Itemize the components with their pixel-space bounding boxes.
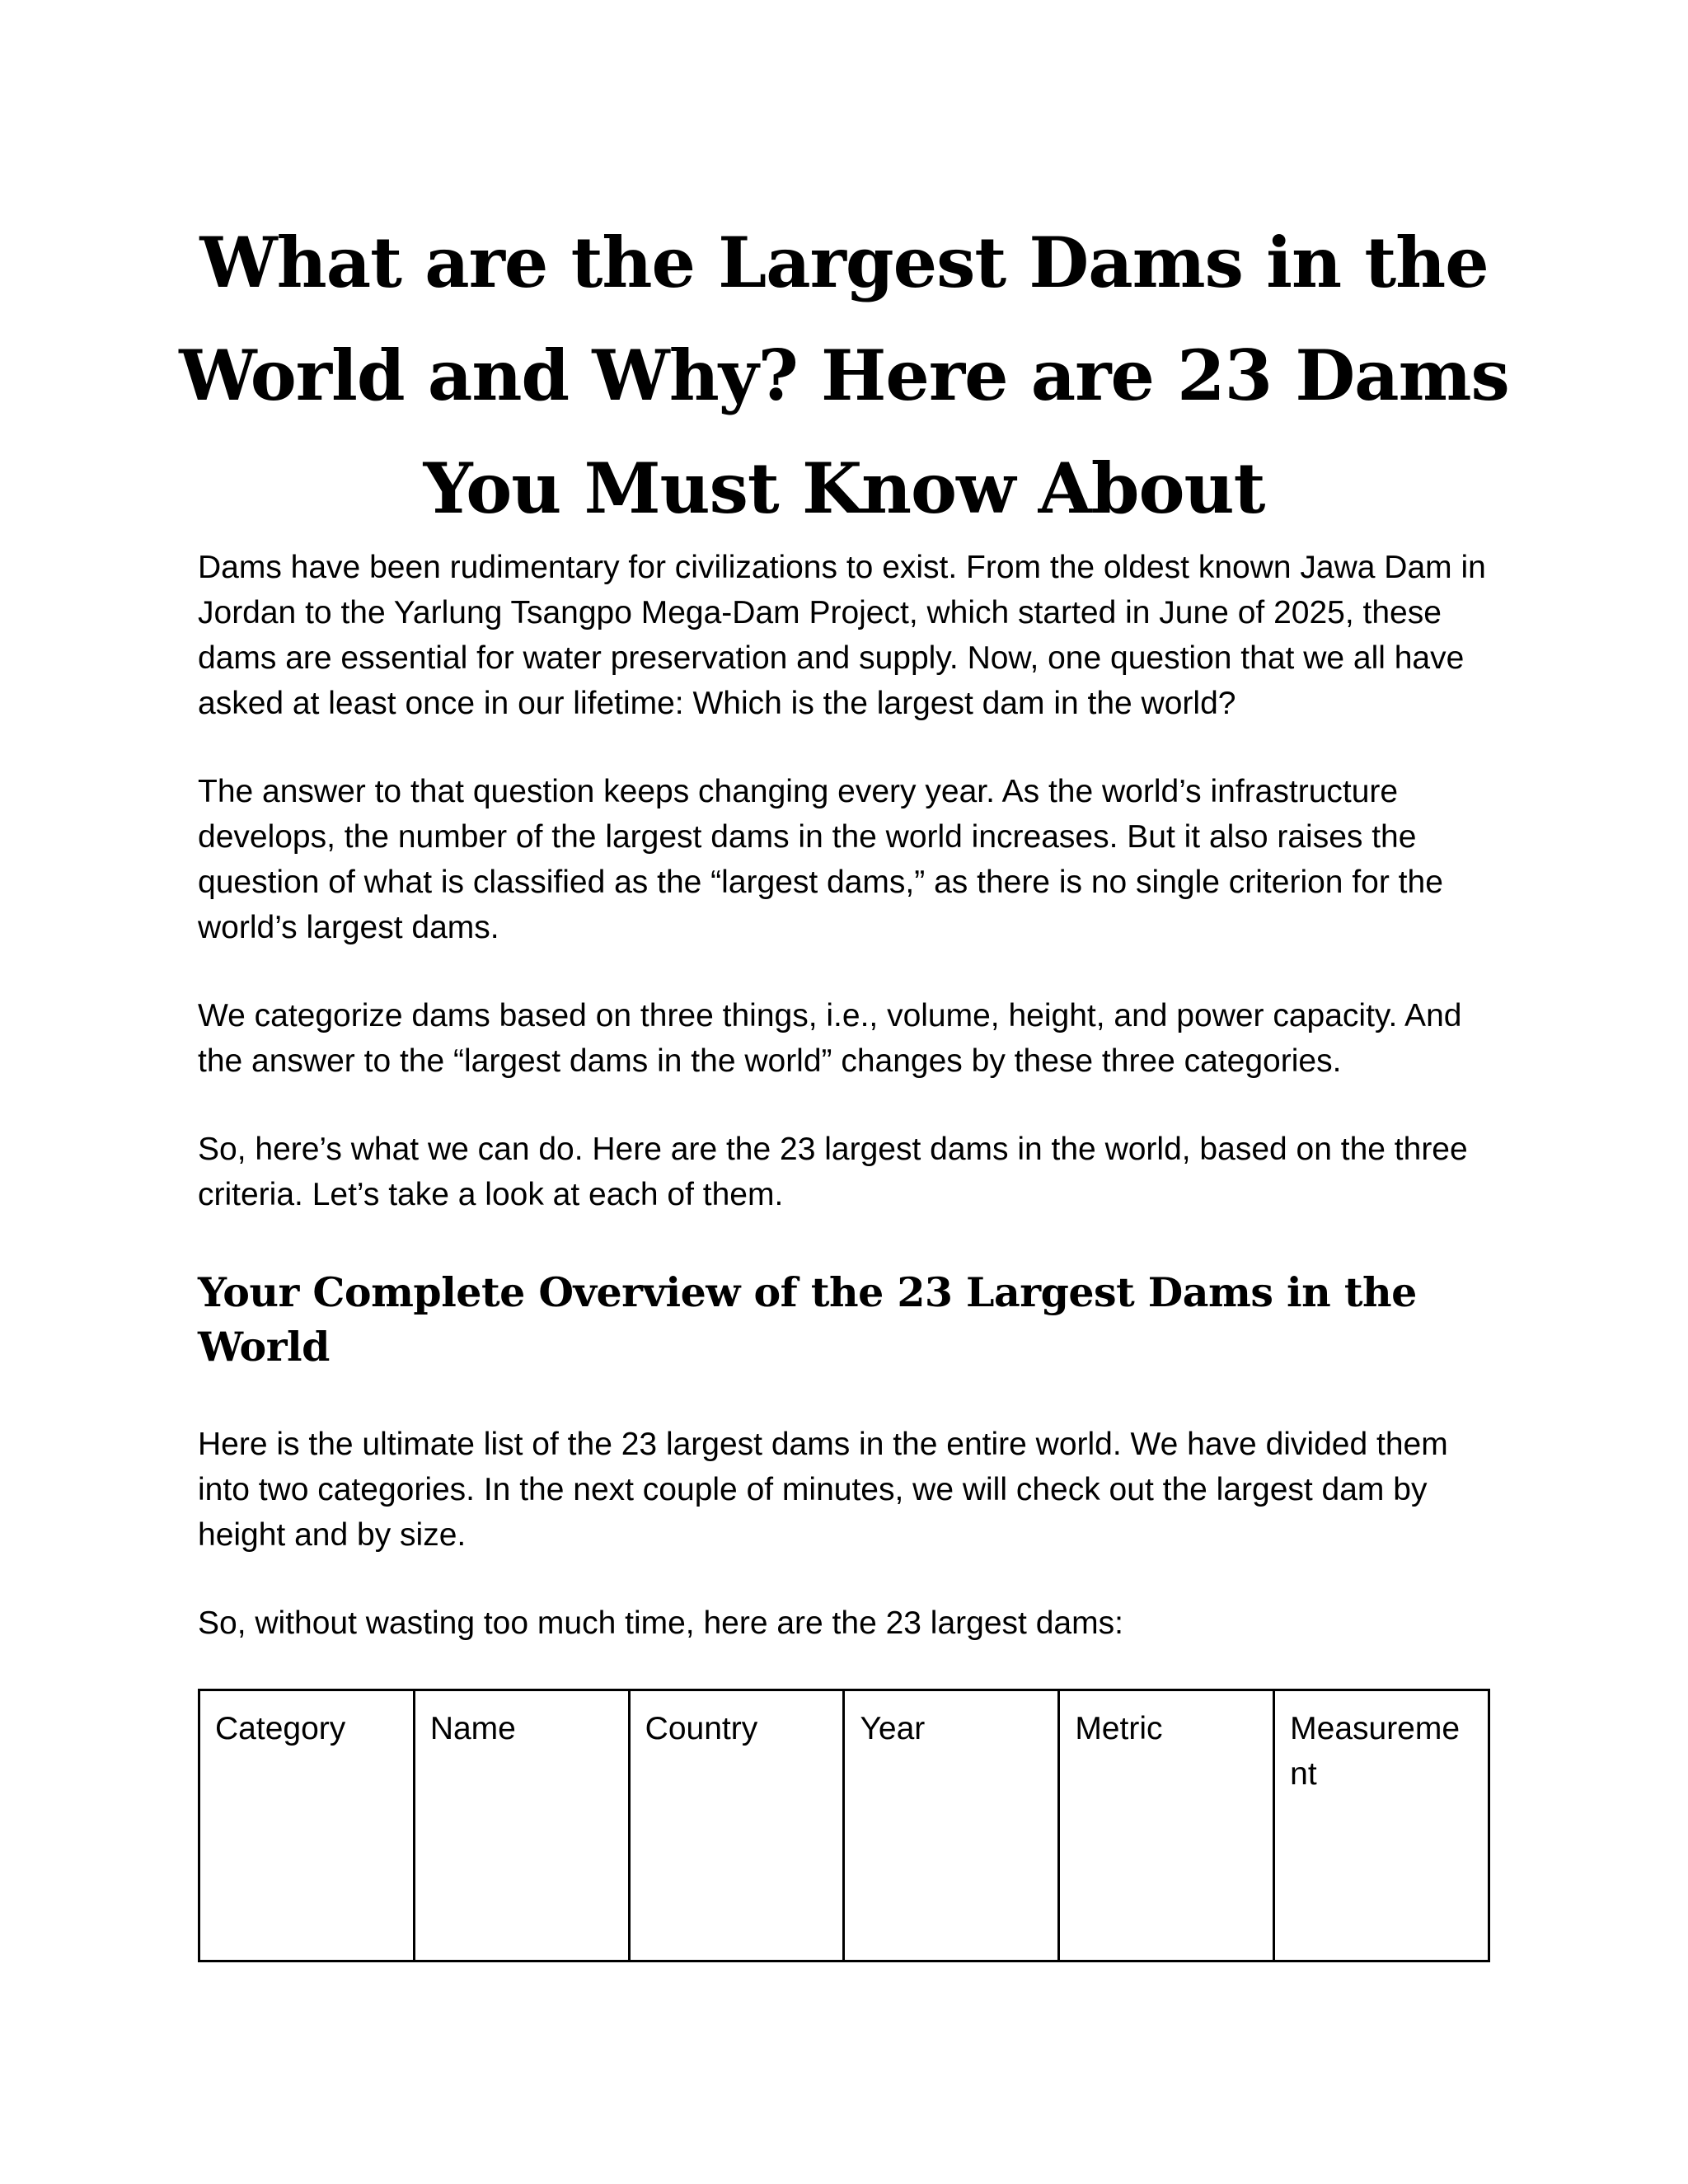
header-name: Name [414, 1690, 629, 1961]
section-paragraph-1: Here is the ultimate list of the 23 largest dams in the entire world. We have divided them into two categories. In the next couple of minutes, we will check out the largest dam by height and by size. [198, 1427, 1448, 1553]
intro-paragraph-2: The answer to that question keeps changing every year. As the world’s infrastructure develops, the number of the largest dams in the world increases. But it also raises the question of what is classified as the “largest dams,” as there is no single criterion for the world’s largest dams. [198, 774, 1443, 945]
section-heading: Your Complete Overview of the 23 Largest Dams in the World [198, 1268, 1417, 1371]
header-category: Category [199, 1690, 415, 1961]
header-country: Country [629, 1690, 844, 1961]
header-year: Year [844, 1690, 1059, 1961]
intro-paragraph-1: Dams have been rudimentary for civilizations to exist. From the oldest known Jawa Dam in Jordan to the Yarlung Tsangpo Mega-Dam Project, which started in June of 2025, these dams are essential for water preservation and supply. Now, one question that we all have asked at least once in our lifetime: Which is the largest dam in the world? [198, 550, 1486, 721]
intro-paragraph-4: So, here’s what we can do. Here are the 23 largest dams in the world, based on the three criteria. Let’s take a look at each of them. [198, 1132, 1468, 1212]
document-page [179, 206, 1509, 1962]
intro-paragraph-3: We categorize dams based on three things, i.e., volume, height, and power capacity. And the answer to the “largest dams in the world” changes by these three categories. [198, 998, 1462, 1079]
header-measurement: Measurement [1274, 1690, 1489, 1961]
section-paragraph-2: So, without wasting too much time, here are the 23 largest dams: [198, 1605, 1123, 1641]
dams-table [198, 1689, 1490, 1962]
table-header-row [199, 1690, 1489, 1961]
article-title: What are the Largest Dams in the World and Why? Here are 23 Dams You Must Know About [179, 222, 1509, 529]
header-metric: Metric [1059, 1690, 1274, 1961]
